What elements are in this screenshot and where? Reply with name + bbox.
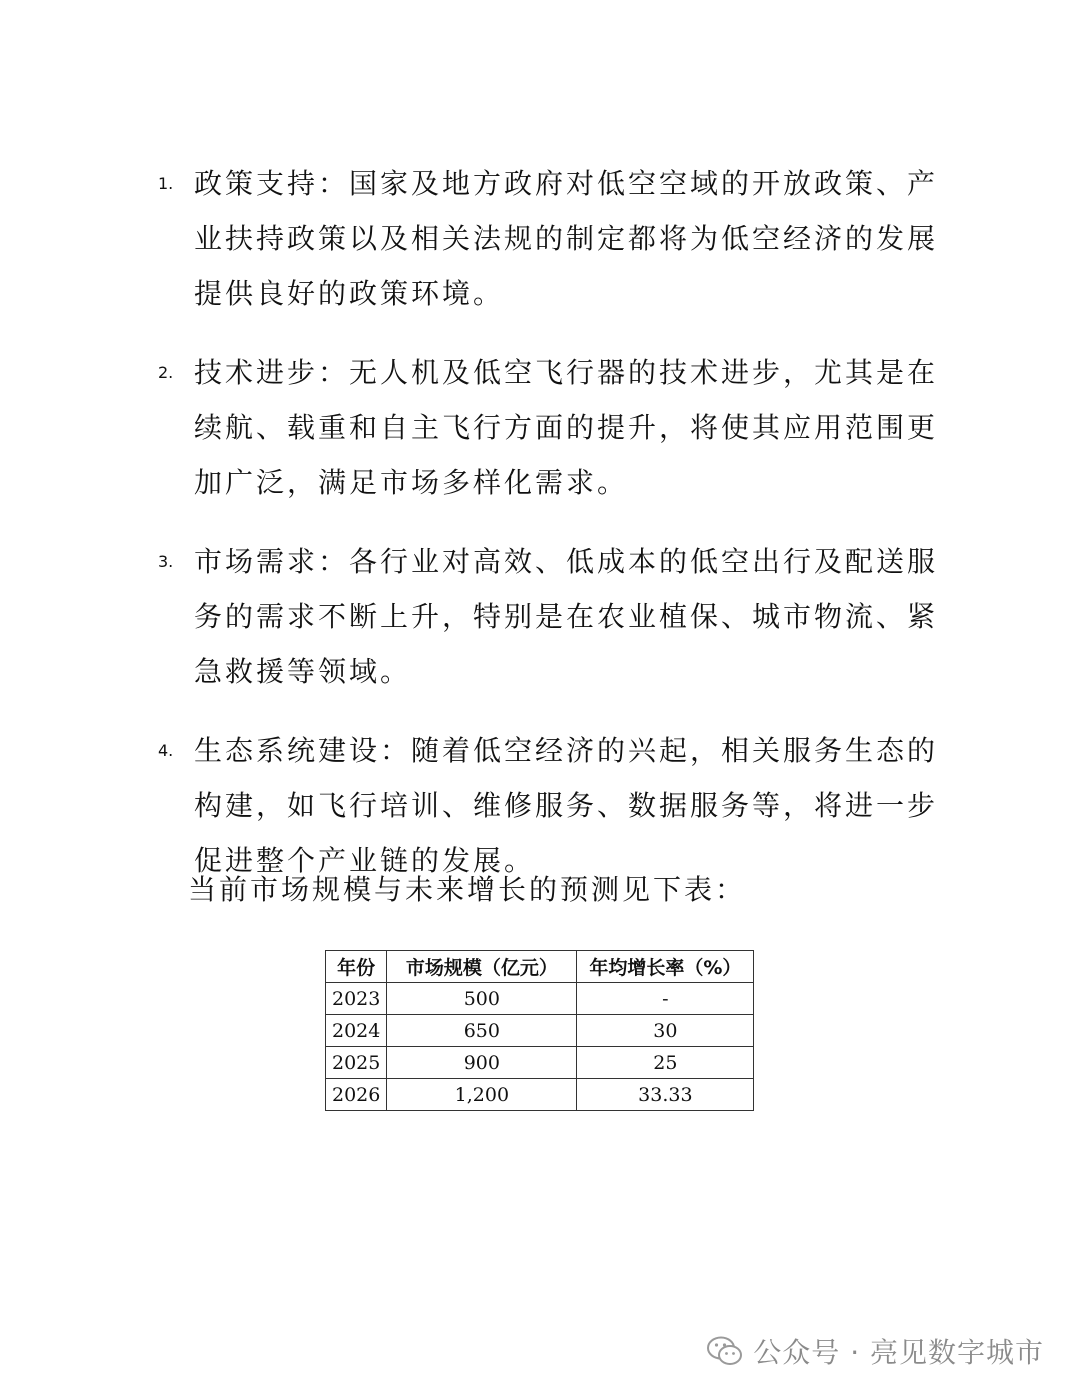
- list-text: 市场需求：各行业对高效、低成本的低空出行及配送服务的需求不断上升，特别是在农业植保、城市物流、紧急救援等领域。: [194, 545, 939, 688]
- table-cell: 25: [577, 1047, 754, 1079]
- header-cell: 年均增长率（%）: [577, 951, 754, 983]
- table-row: [326, 1047, 754, 1079]
- list-text: 政策支持：国家及地方政府对低空空域的开放政策、产业扶持政策以及相关法规的制定都将为低空经济的发展提供良好的政策环境。: [194, 167, 939, 310]
- header-cell: 年份: [326, 951, 387, 983]
- table-cell: 2024: [326, 1015, 387, 1047]
- list-text: 技术进步：无人机及低空飞行器的技术进步，尤其是在续航、载重和自主飞行方面的提升，将使其应用范围更加广泛，满足市场多样化需求。: [194, 356, 939, 499]
- header-cell: 市场规模（亿元）: [387, 951, 577, 983]
- table-intro: 当前市场规模与未来增长的预测见下表：: [188, 873, 747, 906]
- table-cell: 1,200: [387, 1079, 577, 1111]
- factor-list: [158, 156, 958, 912]
- table-header-row: [326, 951, 754, 983]
- list-number: 4.: [158, 741, 174, 760]
- table-row: [326, 1015, 754, 1047]
- table-cell: 650: [387, 1015, 577, 1047]
- list-item: [158, 534, 958, 699]
- table-cell: 30: [577, 1015, 754, 1047]
- table-cell: -: [577, 983, 754, 1015]
- list-number: 2.: [158, 363, 174, 382]
- list-text: 生态系统建设：随着低空经济的兴起，相关服务生态的构建，如飞行培训、维修服务、数据服务等，将进一步促进整个产业链的发展。: [194, 734, 939, 877]
- list-item: [158, 156, 958, 321]
- watermark-text: 公众号 · 亮见数字城市: [753, 1336, 1044, 1369]
- table-cell: 2023: [326, 983, 387, 1015]
- wechat-icon: [707, 1336, 743, 1366]
- table-cell: 900: [387, 1047, 577, 1079]
- table-cell: 2026: [326, 1079, 387, 1111]
- table-cell: 2025: [326, 1047, 387, 1079]
- wechat-watermark: [707, 1331, 1044, 1371]
- list-number: 3.: [158, 552, 174, 571]
- market-table: [325, 950, 754, 1111]
- table-cell: 33.33: [577, 1079, 754, 1111]
- table-row: [326, 983, 754, 1015]
- table-row: [326, 1079, 754, 1111]
- table-cell: 500: [387, 983, 577, 1015]
- list-item: [158, 345, 958, 510]
- list-number: 1.: [158, 174, 174, 193]
